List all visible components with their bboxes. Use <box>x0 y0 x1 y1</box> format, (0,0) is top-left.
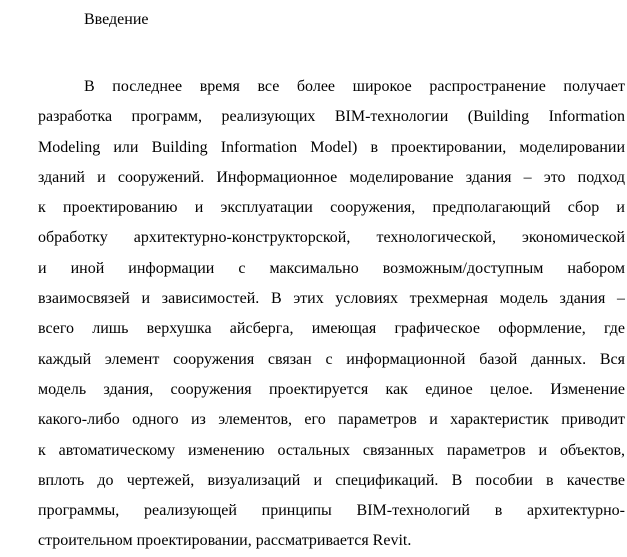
paragraph-line: взаимосвязей и зависимостей. В этих условиях трехмерная модель здания – <box>38 290 625 308</box>
paragraph-line: всего лишь верхушка айсберга, имеющая графическое оформление, где <box>38 320 625 338</box>
paragraph-line: программы, реализующей принципы BIM-технологий в архитектурно- <box>38 502 625 520</box>
paragraph-line: к проектированию и эксплуатации сооружения, предполагающий сбор и <box>38 199 625 217</box>
paragraph-line: каждый элемент сооружения связан с информационной базой данных. Вся <box>38 350 625 368</box>
intro-paragraph <box>38 72 625 557</box>
paragraph-line: и иной информации с максимально возможным/доступным набором <box>38 259 625 277</box>
paragraph-line: разработка программ, реализующих BIM-технологии (Building Information <box>38 108 625 126</box>
paragraph-line: зданий и сооружений. Информационное моделирование здания – это подход <box>38 168 625 186</box>
paragraph-line: Modeling или Building Information Model) в проектировании, моделировании <box>38 138 625 156</box>
paragraph-line: строительном проектировании, рассматривается Revit. <box>38 532 412 550</box>
section-heading: Введение <box>84 11 149 28</box>
paragraph-line: вплоть до чертежей, визуализаций и спецификаций. В пособии в качестве <box>38 471 625 489</box>
paragraph-line: модель здания, сооружения проектируется как единое целое. Изменение <box>38 380 625 398</box>
paragraph-line: какого-либо одного из элементов, его параметров и характеристик приводит <box>38 411 625 429</box>
paragraph-line: В последнее время все более широкое распространение получает <box>84 78 625 95</box>
paragraph-line: обработку архитектурно-конструкторской, технологической, экономической <box>38 229 625 247</box>
paragraph-line: к автоматическому изменению остальных связанных параметров и объектов, <box>38 441 625 459</box>
